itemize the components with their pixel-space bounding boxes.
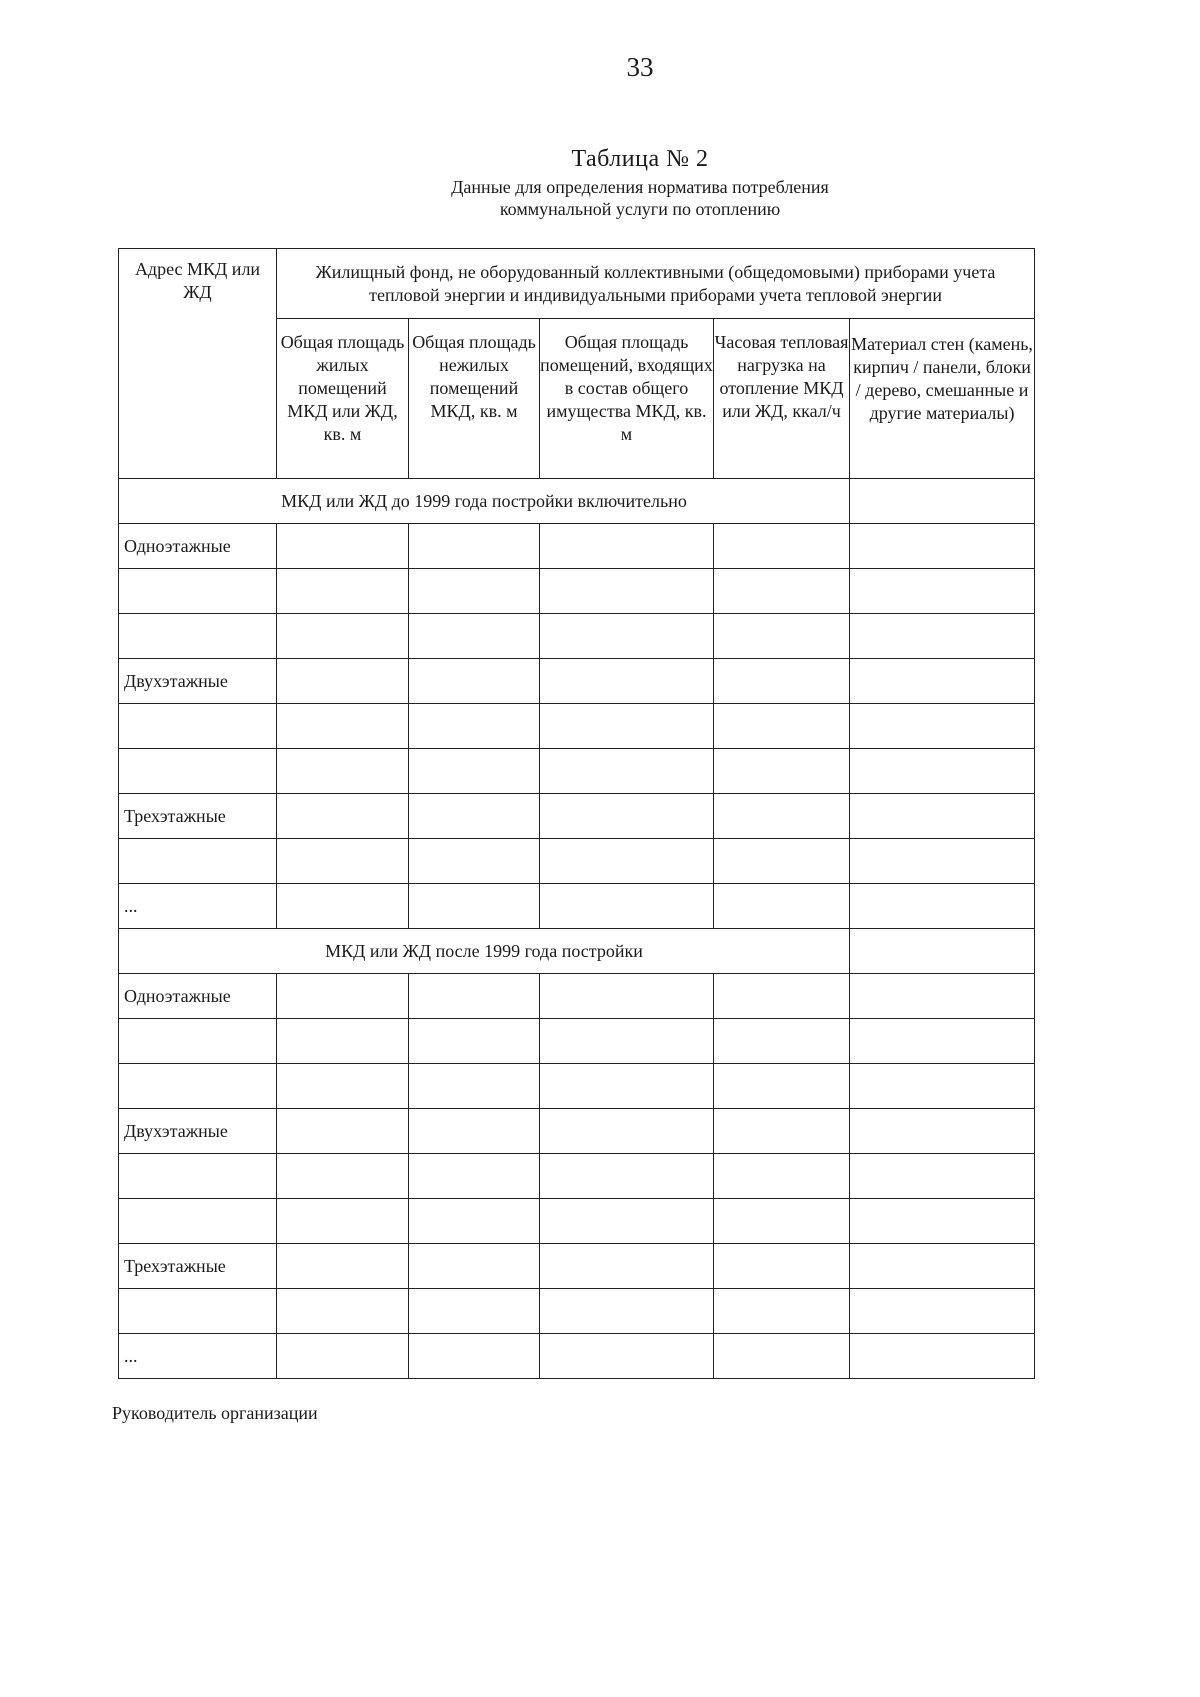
table-row: [119, 794, 1035, 839]
page-number: 33: [626, 52, 654, 82]
row-label: Трехэтажные: [119, 1244, 277, 1289]
table-cell: [714, 704, 850, 749]
table-cell: [409, 884, 540, 929]
table-cell: [714, 1244, 850, 1289]
row-label: ...: [119, 1334, 277, 1379]
table-cell: [409, 524, 540, 569]
table-cell: [540, 1064, 714, 1109]
table-cell: [409, 1154, 540, 1199]
table-row: [119, 884, 1035, 929]
table-cell: [277, 1109, 409, 1154]
table-cell: [850, 524, 1035, 569]
table-title-block: [0, 142, 1200, 220]
table-cell: [540, 614, 714, 659]
table-cell: [409, 569, 540, 614]
table-cell: [277, 1019, 409, 1064]
table-cell: [277, 614, 409, 659]
table-cell: [277, 1289, 409, 1334]
table-cell: [714, 1019, 850, 1064]
table-cell: [714, 839, 850, 884]
table-cell: [277, 1154, 409, 1199]
table-cell: [850, 1109, 1035, 1154]
table-cell: [409, 1244, 540, 1289]
row-label: ...: [119, 884, 277, 929]
table-row: [119, 1019, 1035, 1064]
table-cell: [277, 524, 409, 569]
row-label: [119, 1199, 277, 1244]
section-title: МКД или ЖД после 1999 года постройки: [119, 929, 850, 974]
table-row: [119, 749, 1035, 794]
table-cell: [850, 1244, 1035, 1289]
table-cell: [850, 614, 1035, 659]
table-cell: [540, 659, 714, 704]
table-cell: [714, 1334, 850, 1379]
table-cell: [409, 839, 540, 884]
table-cell: [277, 1334, 409, 1379]
column-header-wall-material: Материал стен (камень, кирпич / панели, блоки / дерево, смешанные и другие материалы): [850, 319, 1035, 479]
table-cell: [540, 569, 714, 614]
table-cell: [850, 794, 1035, 839]
column-header-living-area: Общая площадь жилых помещений МКД или ЖД, кв. м: [277, 319, 409, 479]
housing-stock-header: Жилищный фонд, не оборудованный коллективными (общедомовыми) приборами учета тепловой энергии и индивидуальными приборами учета тепловой энергии: [277, 249, 1035, 319]
table-row: [119, 974, 1035, 1019]
table-cell: [540, 749, 714, 794]
table-row: [119, 1154, 1035, 1199]
table-row: [119, 524, 1035, 569]
table-cell: [714, 1064, 850, 1109]
table-cell: [850, 479, 1035, 524]
table-cell: [714, 1289, 850, 1334]
row-label: [119, 569, 277, 614]
row-label: [119, 614, 277, 659]
row-label: [119, 1289, 277, 1334]
table-row: [119, 1244, 1035, 1289]
table-cell: [714, 794, 850, 839]
table-cell: [540, 1334, 714, 1379]
table-row: [119, 1064, 1035, 1109]
table-cell: [277, 839, 409, 884]
table-row: [119, 1289, 1035, 1334]
table-cell: [540, 884, 714, 929]
table-cell: [540, 524, 714, 569]
table-cell: [850, 1064, 1035, 1109]
heating-data-table: [118, 248, 1035, 1379]
address-header: Адрес МКД или ЖД: [119, 249, 277, 479]
table-cell: [277, 1064, 409, 1109]
column-header-nonliving-area: Общая площадь нежилых помещений МКД, кв. м: [409, 319, 540, 479]
table-row: [119, 704, 1035, 749]
table-cell: [277, 884, 409, 929]
signature-label: Руководитель организации: [112, 1403, 318, 1423]
row-label: Двухэтажные: [119, 659, 277, 704]
table-cell: [714, 659, 850, 704]
table-cell: [540, 839, 714, 884]
table-cell: [850, 974, 1035, 1019]
table-caption-line: коммунальной услуги по отоплению: [499, 199, 781, 219]
row-label: [119, 704, 277, 749]
table-cell: [409, 1334, 540, 1379]
table-cell: [277, 659, 409, 704]
table-cell: [277, 794, 409, 839]
table-cell: [714, 884, 850, 929]
table-cell: [714, 749, 850, 794]
table-cell: [540, 1109, 714, 1154]
section-header-row: [119, 929, 1035, 974]
row-label: [119, 1019, 277, 1064]
table-cell: [714, 569, 850, 614]
column-header-heat-load: Часовая тепловая нагрузка на отопление МКД или ЖД, ккал/ч: [714, 319, 850, 479]
table-cell: [409, 974, 540, 1019]
row-label: [119, 749, 277, 794]
table-cell: [277, 569, 409, 614]
row-label: Трехэтажные: [119, 794, 277, 839]
table-cell: [277, 1199, 409, 1244]
row-label: Одноэтажные: [119, 974, 277, 1019]
table-row: [119, 1199, 1035, 1244]
table-cell: [540, 794, 714, 839]
table-cell: [409, 1064, 540, 1109]
row-label: [119, 839, 277, 884]
table-cell: [714, 974, 850, 1019]
table-cell: [850, 839, 1035, 884]
table-cell: [714, 524, 850, 569]
table-cell: [409, 1289, 540, 1334]
table-cell: [409, 704, 540, 749]
table-row: [119, 569, 1035, 614]
table-row: [119, 614, 1035, 659]
table-cell: [540, 974, 714, 1019]
table-cell: [409, 1199, 540, 1244]
table-cell: [850, 1334, 1035, 1379]
table-cell: [850, 884, 1035, 929]
table-cell: [277, 749, 409, 794]
table-row: [119, 1334, 1035, 1379]
row-label: [119, 1064, 277, 1109]
table-cell: [277, 704, 409, 749]
table-cell: [540, 704, 714, 749]
table-cell: [540, 1244, 714, 1289]
table-cell: [409, 614, 540, 659]
row-label: Одноэтажные: [119, 524, 277, 569]
table-cell: [850, 1199, 1035, 1244]
table-row: [119, 659, 1035, 704]
table-title: Таблица № 2: [571, 146, 709, 172]
table-cell: [409, 749, 540, 794]
row-label: Двухэтажные: [119, 1109, 277, 1154]
table-cell: [850, 749, 1035, 794]
table-cell: [850, 1154, 1035, 1199]
table-cell: [850, 1019, 1035, 1064]
table-cell: [540, 1019, 714, 1064]
section-title: МКД или ЖД до 1999 года постройки включительно: [119, 479, 850, 524]
table-cell: [850, 704, 1035, 749]
section-header-row: [119, 479, 1035, 524]
table-cell: [540, 1289, 714, 1334]
table-cell: [850, 569, 1035, 614]
table-row: [119, 1109, 1035, 1154]
column-header-common-area: Общая площадь помещений, входящих в состав общего имущества МКД, кв. м: [540, 319, 714, 479]
table-cell: [409, 794, 540, 839]
table-cell: [409, 659, 540, 704]
table-cell: [850, 659, 1035, 704]
table-cell: [714, 1199, 850, 1244]
table-cell: [277, 1244, 409, 1289]
table-cell: [409, 1019, 540, 1064]
table-cell: [409, 1109, 540, 1154]
table-cell: [714, 1154, 850, 1199]
table-cell: [277, 974, 409, 1019]
table-cell: [850, 1289, 1035, 1334]
table-caption-line: Данные для определения норматива потребления: [451, 177, 829, 197]
table-cell: [540, 1154, 714, 1199]
table-cell: [540, 1199, 714, 1244]
table-cell: [714, 1109, 850, 1154]
table-cell: [714, 614, 850, 659]
table-cell: [850, 929, 1035, 974]
table-row: [119, 839, 1035, 884]
row-label: [119, 1154, 277, 1199]
